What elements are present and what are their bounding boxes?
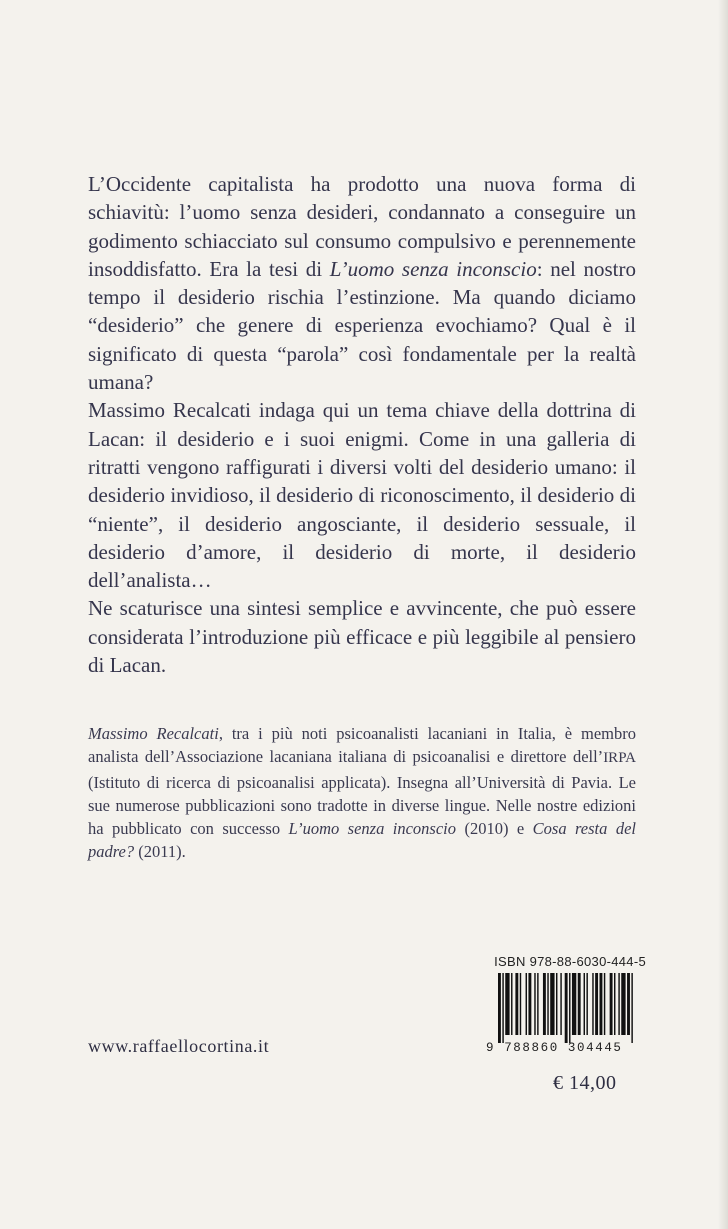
barcode-bar	[537, 973, 538, 1035]
ean-digits: 9 788860 304445	[486, 1041, 623, 1055]
barcode-bar	[547, 973, 548, 1035]
barcode-bar	[584, 973, 585, 1035]
barcode-bar	[572, 973, 576, 1035]
barcode-bar	[578, 973, 581, 1035]
publisher-website: www.raffaellocortina.it	[88, 1036, 270, 1056]
book-title-1: L’uomo senza inconscio	[288, 819, 457, 839]
barcode-bar	[560, 973, 561, 1035]
barcode-bar	[498, 973, 501, 1043]
barcode-bar	[604, 973, 605, 1035]
isbn-barcode	[486, 954, 646, 1055]
barcode-bar	[600, 973, 603, 1035]
barcode-bar	[515, 973, 518, 1035]
barcode-bars	[486, 973, 646, 1043]
blurb-text	[88, 170, 636, 679]
blurb-paragraph-2: Massimo Recalcati indaga qui un tema chiave della dottrina di Lacan: il desiderio e i suoi enigmi. Come in una galleria di ritratti vengono raffigurati i diversi volti del desiderio umano: il desiderio invidioso, il desiderio di riconoscimento, il desiderio di “niente”, il desiderio angosciante, il desiderio sessuale, il desiderio d’amore, il desiderio di morte, il desiderio dell’analista…	[88, 398, 636, 593]
barcode-bar	[621, 973, 625, 1035]
barcode-bar	[528, 973, 531, 1035]
irpa-acronym: IRPA	[603, 750, 636, 767]
book-title-italic: L’uomo senza inconscio	[329, 256, 537, 281]
author-bio: Massimo Recalcati, tra i più noti psicoanalisti lacaniani in Italia, è membro analista dell’Associazione lacaniana italiana di psicoanalisi e direttore dell’IRPA (Istituto di ricerca di psicoanalisi applicata). Insegna all’Università di Pavia. Le sue numerose pubblicazioni sono tradotte in diverse lingue. Nelle nostre edizioni ha pubblicato con successo L’uomo senza inconscio (2010) e Cosa resta del padre? (2011).	[88, 724, 637, 862]
barcode-bar	[505, 973, 509, 1035]
barcode-bar	[631, 973, 632, 1043]
blurb-paragraph-1: L’Occidente capitalista ha prodotto una nuova forma di schiavitù: l’uomo senza desideri, condannato a conseguire un godimento schiacciato sul consumo compulsivo e perennemente insoddisfatto. Era la tesi di L’uomo senza inconscio: nel nostro tempo il desiderio rischia l’estinzione. Ma quando diciamo “desiderio” che genere di esperienza evochiamo? Qual è il significato di questa “parola” così fondamentale per la realtà umana?	[88, 172, 636, 395]
barcode-bar	[543, 973, 546, 1035]
author-name: Massimo Recalcati	[88, 724, 219, 743]
barcode-bar	[592, 973, 593, 1035]
barcode-bar	[627, 973, 630, 1035]
book-title-2: Cosa resta del padre?	[88, 819, 636, 862]
barcode-bar	[556, 973, 557, 1035]
blurb-paragraph-3: Ne scaturisce una sintesi semplice e avvincente, che può essere considerata l’introduzione più efficace e più leggibile al pensiero di Lacan.	[88, 596, 636, 678]
barcode-bar	[565, 973, 568, 1043]
barcode-bar	[502, 973, 503, 1043]
barcode-bar	[550, 973, 554, 1035]
barcode-bar	[614, 973, 615, 1035]
barcode-bar	[618, 973, 619, 1035]
barcode-bar	[586, 973, 587, 1035]
barcode-bar	[534, 973, 535, 1035]
price-label: € 14,00	[553, 1072, 617, 1094]
barcode-bar	[526, 973, 527, 1035]
barcode-bar	[595, 973, 598, 1035]
barcode-bar	[511, 973, 512, 1035]
barcode-bar	[569, 973, 570, 1043]
barcode-bar	[610, 973, 613, 1035]
isbn-label: ISBN 978-88-6030-444-5	[494, 954, 646, 969]
barcode-bar	[520, 973, 521, 1035]
